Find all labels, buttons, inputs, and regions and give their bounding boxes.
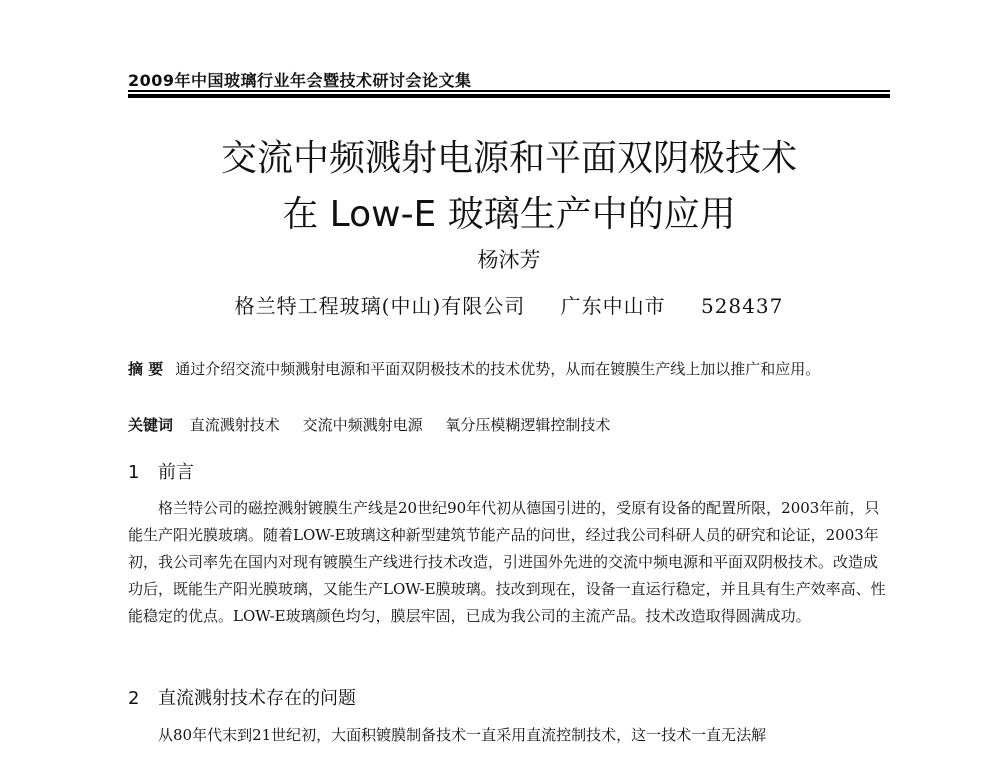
- abstract: [128, 356, 890, 383]
- affiliation-location: 广东中山市: [560, 294, 666, 318]
- section-heading-2: [128, 684, 356, 710]
- section-2-body: 从80年代末到21世纪初，大面积镀膜制备技术一直采用直流控制技术，这一技术一直无法解: [158, 726, 767, 744]
- paper-title-line-2: 在 Low-E 玻璃生产中的应用: [282, 194, 736, 235]
- keywords-label: 关键词: [128, 416, 174, 434]
- keyword-item: 氧分压模糊逻辑控制技术: [445, 416, 611, 434]
- section-title: 前言: [158, 462, 194, 483]
- section-1-body: 格兰特公司的磁控溅射镀膜生产线是20世纪90年代初从德国引进的，受原有设备的配置所限，2003年前，只能生产阳光膜玻璃。随着LOW-E玻璃这种新型建筑节能产品的问世，经过我公司科研人员的研究和论证，2003年初，我公司率先在国内对现有镀膜生产线进行技术改造，引进国外先进的交流中频电源和平面双阴极技术。改造成功后，既能生产阳光膜玻璃，又能生产LOW-E膜玻璃。技改到现在，设备一直运行稳定，并且具有生产效率高、性能稳定的优点。LOW-E玻璃颜色均匀，膜层牢固，已成为我公司的主流产品。技术改造取得圆满成功。: [128, 499, 886, 625]
- running-header: 2009年中国玻璃行业年会暨技术研讨会论文集: [128, 71, 472, 90]
- affiliation-postcode: 528437: [700, 294, 784, 318]
- keyword-item: 交流中频溅射电源: [302, 416, 423, 434]
- keyword-item: 直流溅射技术: [189, 416, 280, 434]
- affiliation: [128, 290, 890, 319]
- paper-title-line-1: 交流中频溅射电源和平面双阴极技术: [220, 138, 797, 179]
- section-number: 1: [128, 462, 140, 483]
- header-rule-thick: [128, 94, 890, 98]
- author-name: 杨沐芳: [477, 248, 541, 272]
- section-heading-1: [128, 458, 194, 484]
- keywords: [128, 412, 890, 439]
- header-rule-thin: [128, 90, 890, 92]
- abstract-text: 通过介绍交流中频溅射电源和平面双阴极技术的技术优势，从而在镀膜生产线上加以推广和应用。: [175, 360, 821, 378]
- affiliation-company: 格兰特工程玻璃(中山)有限公司: [234, 294, 526, 318]
- abstract-label: 摘 要: [128, 360, 164, 378]
- section-number: 2: [128, 688, 140, 709]
- section-title: 直流溅射技术存在的问题: [158, 688, 356, 709]
